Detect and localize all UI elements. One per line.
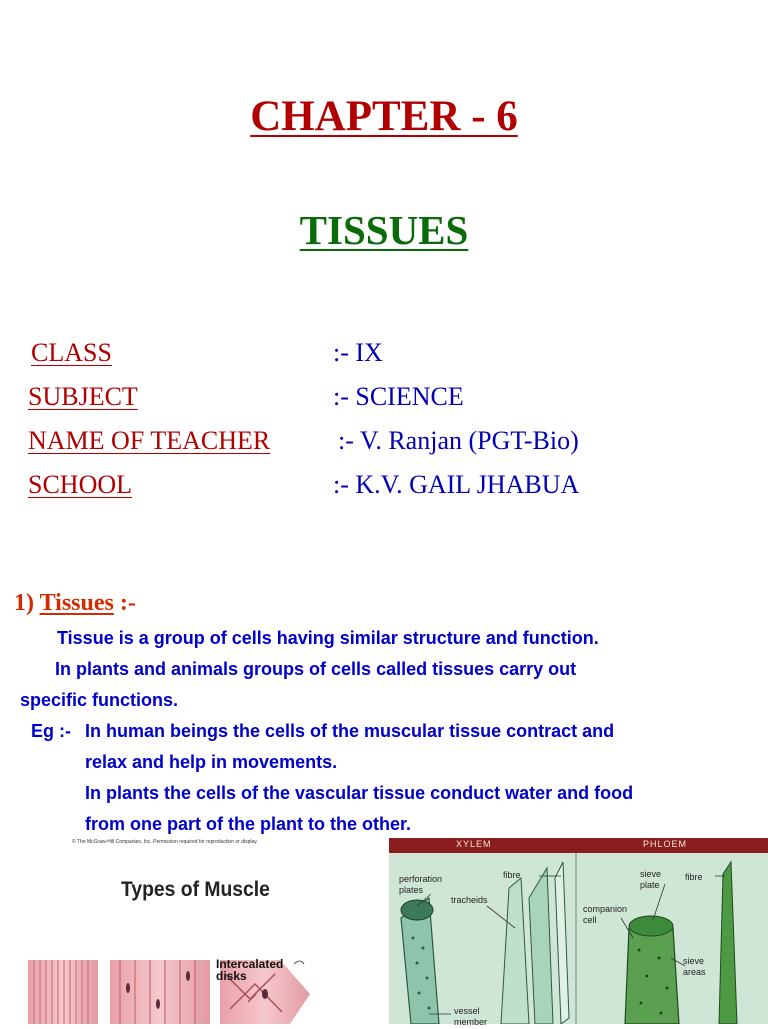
perforation-label: perforation (399, 874, 443, 884)
class-value: :- IX (333, 338, 383, 367)
vascular-tissue-illustration (389, 838, 768, 1024)
xylem-fibre-label: fibre (503, 870, 521, 880)
sieve-areas-label-2: areas (683, 967, 706, 977)
intercalated-disks-label: Intercalated disks (216, 957, 284, 983)
figure-credit: © The McGraw-Hill Companies, Inc. Permission required for reproduction or display. (72, 839, 258, 845)
subject-label: SUBJECT (28, 382, 138, 411)
xylem-phloem-figure (389, 838, 768, 1027)
chapter-title: CHAPTER - 6 (250, 93, 518, 140)
muscle-figure (20, 838, 380, 1024)
teacher-value: :- V. Ranjan (PGT-Bio) (338, 426, 579, 455)
topic-title: TISSUES (299, 207, 469, 253)
plates-label: plates (399, 885, 424, 895)
vessel-label: vessel (454, 1006, 480, 1016)
phloem-fibre-label: fibre (685, 872, 703, 882)
para-line-6: In plants the cells of the vascular tissue conduct water and food (85, 783, 634, 803)
teacher-label: NAME OF TEACHER (28, 426, 271, 455)
xylem-header: XYLEM (456, 839, 492, 849)
para-line-5: relax and help in movements. (85, 752, 338, 772)
muscle-figure-title: Types of Muscle (121, 878, 270, 901)
cell-label: cell (583, 915, 597, 925)
tracheids-label: tracheids (451, 895, 488, 905)
member-label: member (454, 1017, 488, 1027)
school-value: :- K.V. GAIL JHABUA (333, 470, 580, 499)
eg-label: Eg :- (31, 721, 71, 741)
subject-value: :- SCIENCE (333, 382, 464, 411)
class-label: CLASS (31, 338, 112, 367)
companion-label: companion (583, 904, 628, 914)
para-line-4: In human beings the cells of the muscular tissue contract and (85, 721, 615, 741)
sieve-areas-label-1: sieve (683, 956, 705, 966)
para-line-2: In plants and animals groups of cells called tissues carry out (55, 659, 577, 679)
para-line-7: from one part of the plant to the other. (85, 814, 411, 834)
sieve-label: sieve (640, 869, 662, 879)
plate-label: plate (640, 880, 660, 890)
section-heading: 1) Tissues :- (14, 590, 136, 616)
para-line-1: Tissue is a group of cells having similar structure and function. (57, 628, 599, 648)
para-line-3: specific functions. (20, 690, 179, 710)
muscle-tissue-illustration (20, 954, 380, 1024)
phloem-header: PHLOEM (643, 839, 688, 849)
school-label: SCHOOL (28, 470, 133, 499)
